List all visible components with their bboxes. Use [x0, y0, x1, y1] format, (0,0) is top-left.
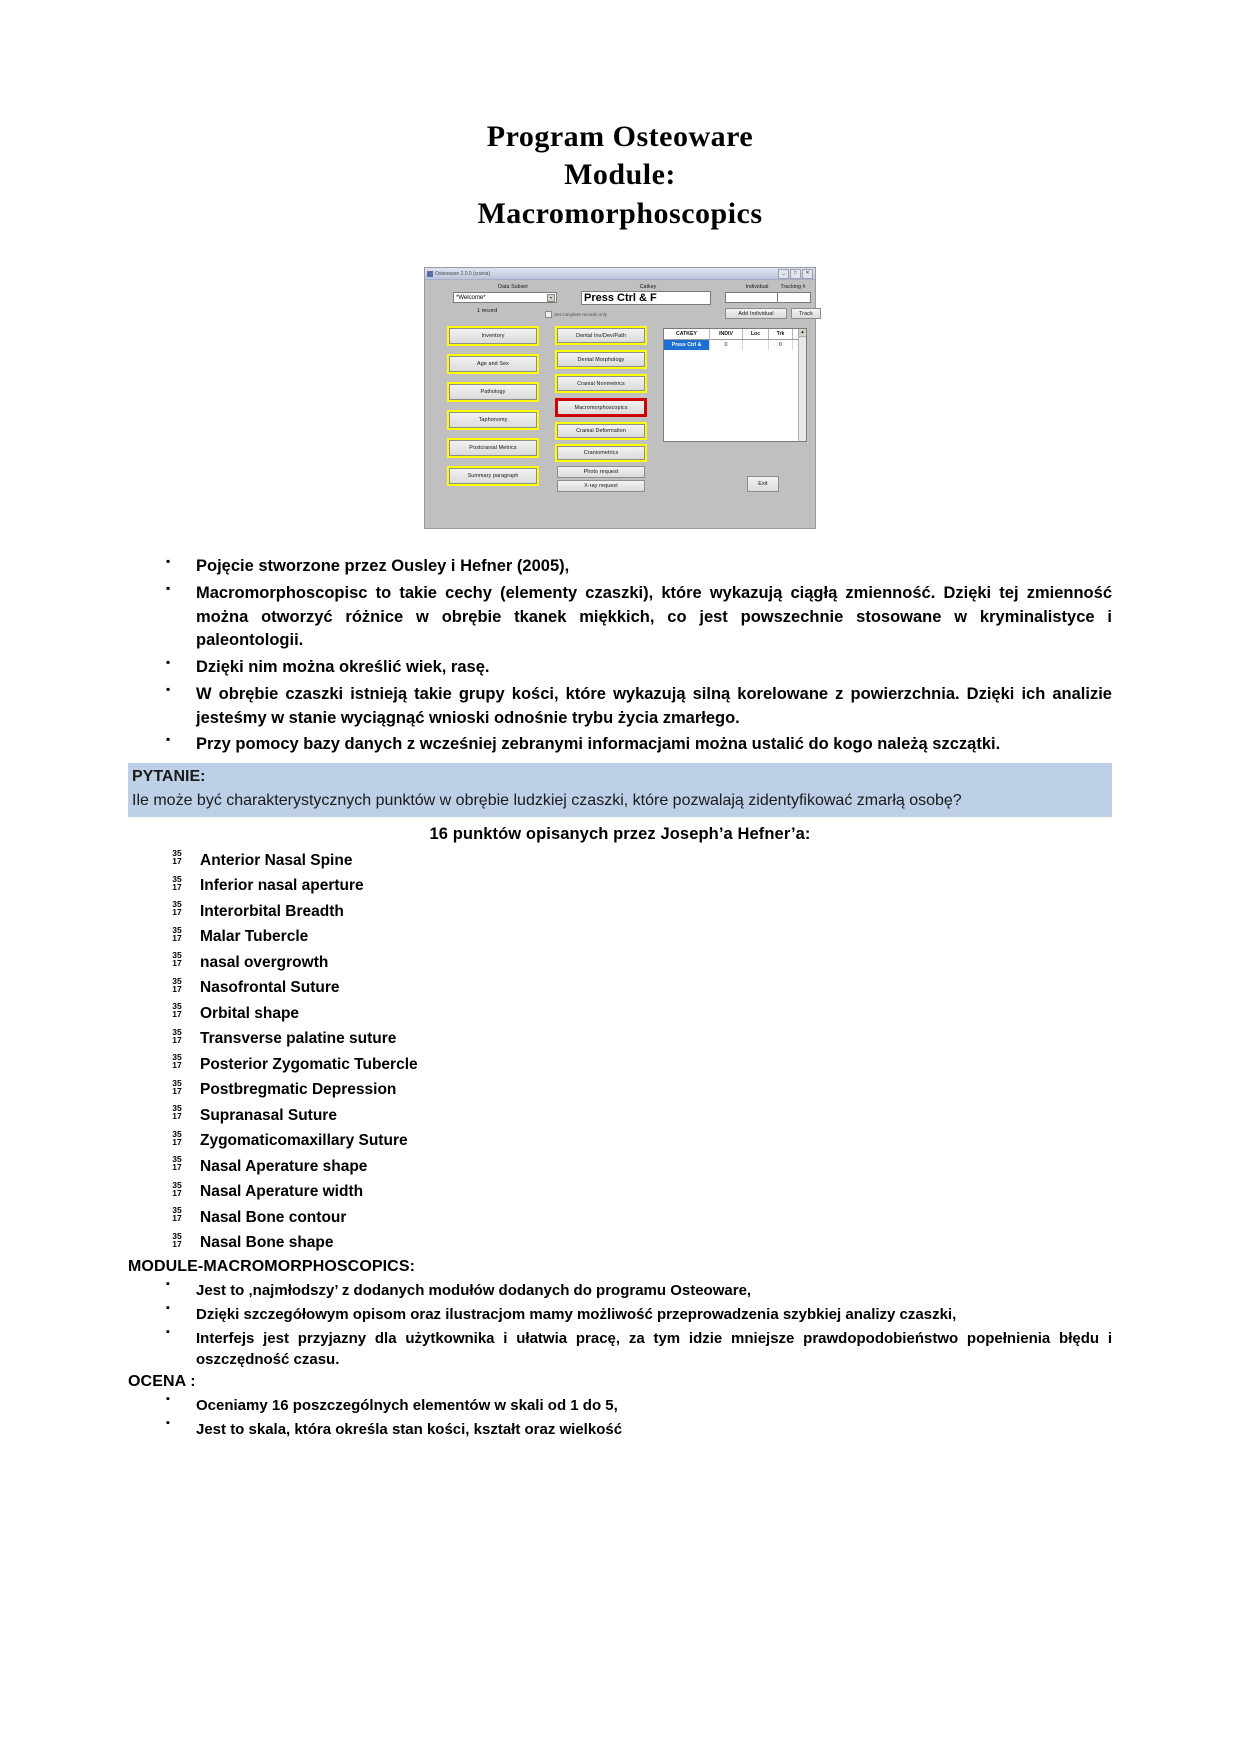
list-item: ▪ Oceniamy 16 poszczególnych elementów w skali od 1 do 5, [128, 1395, 1112, 1417]
marker-numerator: 35 [172, 924, 182, 935]
title-line-1: Program Osteoware [486, 120, 754, 153]
marker-numerator: 35 [172, 1077, 182, 1088]
list-item: ▪ Przy pomocy bazy danych z wcześniej zebranymi informacjami można ustalić do kogo należą szczątki. [128, 733, 1112, 757]
list-item [128, 925, 1112, 951]
marker-numerator: 35 [172, 899, 182, 910]
marker-denominator: 17 [172, 1187, 182, 1198]
point-label: Anterior Nasal Spine [200, 851, 353, 869]
window-title: Osteoware 2.0.0 (crania) [435, 270, 491, 277]
question-highlight-block [128, 763, 1112, 817]
catkey-value: Press Ctrl & F [584, 292, 657, 305]
add-individual-button[interactable]: Add Individual [725, 308, 787, 319]
marker-numerator: 35 [172, 1026, 182, 1037]
module-section-list [128, 1280, 1112, 1371]
marker-fraction [168, 1155, 186, 1171]
intro-bullet-list [128, 555, 1112, 757]
list-item [128, 1103, 1112, 1129]
grid-cell-trk[interactable]: 0 [769, 340, 793, 350]
point-label: Nasal Aperature shape [200, 1157, 368, 1175]
marker-numerator: 35 [172, 1128, 182, 1139]
marker-denominator: 17 [172, 1009, 182, 1020]
marker-numerator: 35 [172, 1230, 182, 1241]
marker-denominator: 17 [172, 958, 182, 969]
point-label: Inferior nasal aperture [200, 877, 364, 895]
marker-denominator: 17 [172, 1162, 182, 1173]
marker-denominator: 17 [172, 983, 182, 994]
scroll-up-icon[interactable]: ▲ [799, 329, 806, 337]
marker-fraction [168, 1079, 186, 1095]
point-label: Nasal Bone shape [200, 1234, 334, 1252]
point-label: Zygomaticomaxillary Suture [200, 1132, 408, 1150]
app-icon [427, 271, 433, 277]
marker-denominator: 17 [172, 1034, 182, 1045]
marker-numerator: 35 [172, 975, 182, 986]
list-item: ▪ Macromorphoscopisc to takie cechy (elementy czaszki), które wykazują ciągłą zmienność. Dzięki tej zmienność można otworzyć różnice w obrębie tkanek miękkich, co jest powszechnie stosowane w kryminalistyce i paleontologii. [128, 582, 1112, 653]
tracking-input[interactable] [777, 292, 811, 303]
grid-header-loc: Loc [743, 329, 769, 339]
list-item: ▪ Dzięki nim można określić wiek, rasę. [128, 656, 1112, 680]
window-controls[interactable] [778, 269, 813, 279]
marker-denominator: 17 [172, 1111, 182, 1122]
chevron-down-icon[interactable]: ▾ [547, 294, 555, 302]
complete-records-checkbox[interactable] [545, 311, 607, 318]
ocena-section-heading: OCENA : [128, 1373, 196, 1391]
points-heading: 16 punktów opisanych przez Joseph’a Hefner’a: [429, 825, 811, 844]
data-subset-combo[interactable] [453, 292, 557, 303]
marker-numerator: 35 [172, 1205, 182, 1216]
marker-fraction [168, 1104, 186, 1120]
ocena-section-list [128, 1395, 1112, 1441]
grid-header-trk: Trk [769, 329, 793, 339]
list-item [128, 1205, 1112, 1231]
point-label: Nasofrontal Suture [200, 979, 340, 997]
minimize-icon[interactable]: _ [778, 269, 789, 279]
marker-denominator: 17 [172, 1085, 182, 1096]
maximize-icon[interactable]: □ [790, 269, 801, 279]
sixteen-points-list [128, 848, 1112, 1256]
point-label: Malar Tubercle [200, 928, 309, 946]
window-body [425, 280, 815, 530]
marker-fraction [168, 977, 186, 993]
list-item [128, 1154, 1112, 1180]
marker-fraction [168, 900, 186, 916]
craniometrics-button[interactable]: Craniometrics [557, 446, 645, 460]
list-item [128, 899, 1112, 925]
point-label: Postbregmatic Depression [200, 1081, 397, 1099]
list-item [128, 1027, 1112, 1053]
point-label: Orbital shape [200, 1004, 300, 1022]
marker-fraction [168, 1206, 186, 1222]
label-tracking: Tracking # [773, 284, 813, 290]
label-individual: Individual [721, 284, 793, 290]
marker-fraction [168, 1028, 186, 1044]
page-title [0, 0, 1240, 233]
marker-numerator: 35 [172, 950, 182, 961]
list-item [128, 950, 1112, 976]
label-catkey: Catkey [583, 284, 713, 290]
marker-fraction [168, 1232, 186, 1248]
list-item: ▪ Interfejs jest przyjazny dla użytkownika i ułatwia pracę, za tym idzie mniejsze prawdopodobieństwo popełnienia błędu i oszczędność czasu. [128, 1328, 1112, 1372]
list-item [128, 848, 1112, 874]
marker-denominator: 17 [172, 1238, 182, 1249]
marker-fraction [168, 849, 186, 865]
pathology-button[interactable]: Pathology [449, 384, 537, 400]
list-item: ▪ Dzięki szczegółowym opisom oraz ilustracjom mamy możliwość przeprowadzenia szybkiej analizy czaszki, [128, 1304, 1112, 1326]
catkey-input[interactable] [581, 291, 711, 305]
macromorphoscopics-button[interactable]: Macromorphoscopics [557, 400, 645, 415]
grid-header-catkey: CATKEY [664, 329, 710, 339]
grid-header-indiv: INDIV [710, 329, 743, 339]
label-data-subset: Data Subset [453, 284, 573, 290]
osteoware-screenshot [424, 267, 816, 529]
list-item [128, 874, 1112, 900]
marker-fraction [168, 875, 186, 891]
module-section-heading: MODULE-MACROMORPHOSCOPICS: [128, 1258, 416, 1276]
title-line-3: Macromorphoscopics [477, 196, 763, 230]
list-item [128, 976, 1112, 1002]
list-item [128, 1231, 1112, 1257]
grid-cell-indiv[interactable]: 0 [710, 340, 743, 350]
marker-numerator: 35 [172, 873, 182, 884]
question-heading: PYTANIE: [132, 768, 206, 786]
table-row[interactable] [664, 340, 806, 350]
marker-denominator: 17 [172, 1136, 182, 1147]
title-line-2: Module: [564, 158, 676, 192]
age-and-sex-button[interactable]: Age and Sex [449, 356, 537, 372]
point-label: Transverse palatine suture [200, 1030, 397, 1048]
exit-button[interactable]: Exit [747, 476, 779, 492]
photo-request-button[interactable]: Photo request [557, 466, 645, 478]
point-label: Nasal Bone contour [200, 1208, 347, 1226]
marker-fraction [168, 1130, 186, 1146]
document-content [0, 555, 1240, 1441]
list-item: ▪ Jest to ‚najmłodszy’ z dodanych modułów dodanych do programu Osteoware, [128, 1280, 1112, 1302]
marker-fraction [168, 926, 186, 942]
marker-denominator: 17 [172, 856, 182, 867]
cranial-deformation-button[interactable]: Cranial Deformation [557, 424, 645, 438]
question-text: Ile może być charakterystycznych punktów w obrębie ludzkiej czaszki, które pozwalają zidentyfikować zmarłą osobę? [132, 792, 962, 810]
marker-numerator: 35 [172, 1103, 182, 1114]
marker-fraction [168, 951, 186, 967]
summary-paragraph-button[interactable]: Summary paragraph [449, 468, 537, 484]
marker-numerator: 35 [172, 1179, 182, 1190]
list-item: ▪ Pojęcie stworzone przez Ousley i Hefner (2005), [128, 555, 1112, 579]
marker-numerator: 35 [172, 1052, 182, 1063]
data-subset-value: *Welcome* [456, 294, 486, 301]
marker-denominator: 17 [172, 1060, 182, 1071]
grid-header-row [664, 329, 806, 340]
track-button[interactable]: Track [791, 308, 821, 319]
marker-denominator: 17 [172, 1213, 182, 1224]
marker-denominator: 17 [172, 907, 182, 918]
point-label: Interorbital Breadth [200, 902, 344, 920]
point-label: nasal overgrowth [200, 953, 329, 971]
record-count: 1 record [477, 308, 498, 315]
marker-fraction [168, 1053, 186, 1069]
marker-denominator: 17 [172, 881, 182, 892]
checkbox-icon[interactable] [545, 311, 552, 318]
marker-numerator: 35 [172, 848, 182, 859]
point-label: Posterior Zygomatic Tubercle [200, 1055, 418, 1073]
list-item [128, 1001, 1112, 1027]
point-label: Nasal Aperature width [200, 1183, 364, 1201]
grid-cell-loc[interactable] [743, 340, 769, 350]
point-label: Supranasal Suture [200, 1106, 337, 1124]
marker-fraction [168, 1181, 186, 1197]
dental-morphology-button[interactable]: Dental Morphology [557, 352, 645, 367]
grid-cell-catkey[interactable]: Press Ctrl & [664, 340, 710, 350]
close-icon[interactable]: ✕ [802, 269, 813, 279]
checkbox-label: Set complete records only [554, 312, 608, 318]
cranial-nonmetrics-button[interactable]: Cranial Nonmetrics [557, 376, 645, 391]
grid-scrollbar[interactable] [798, 329, 806, 441]
postcranial-metrics-button[interactable]: Postcranial Metrics [449, 440, 537, 456]
inventory-button[interactable]: Inventory [449, 328, 537, 344]
list-item [128, 1180, 1112, 1206]
list-item [128, 1129, 1112, 1155]
marker-numerator: 35 [172, 1154, 182, 1165]
marker-fraction [168, 1002, 186, 1018]
dental-inv-dev-path-button[interactable]: Dental Inv/Dev/Path [557, 328, 645, 343]
marker-numerator: 35 [172, 1001, 182, 1012]
window-titlebar [425, 268, 815, 280]
list-item [128, 1052, 1112, 1078]
xray-request-button[interactable]: X-ray request [557, 480, 645, 492]
list-item: ▪ W obrębie czaszki istnieją takie grupy kości, które wykazują silną korelowane z powierzchnia. Dzięki ich analizie jesteśmy w stanie wyciągnąć wnioski odnośnie trybu życia zmarłego. [128, 683, 1112, 731]
osteoware-window [424, 267, 816, 529]
taphonomy-button[interactable]: Taphonomy [449, 412, 537, 428]
list-item: ▪ Jest to skala, która określa stan kości, kształt oraz wielkość [128, 1419, 1112, 1441]
marker-denominator: 17 [172, 932, 182, 943]
list-item [128, 1078, 1112, 1104]
results-grid[interactable] [663, 328, 807, 442]
